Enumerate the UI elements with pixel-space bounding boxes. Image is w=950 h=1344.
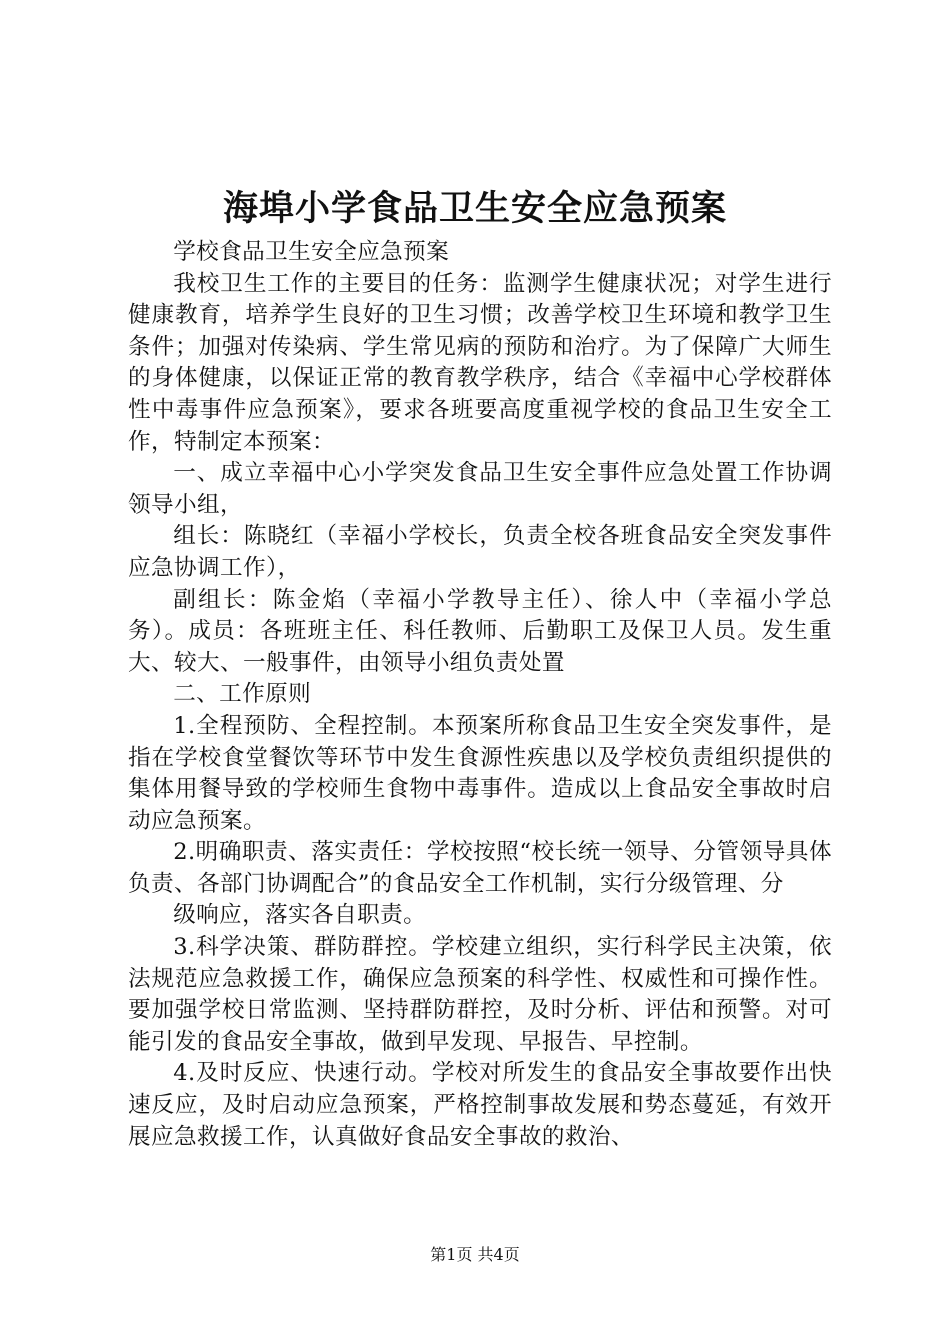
paragraph-principle-4: 4.及时反应、快速行动。学校对所发生的食品安全事故要作出快速反应，及时启动应急预案，严格控制事故发展和势态蔓延，有效开展应急救援工作，认真做好食品安全事故的救治、 xyxy=(128,1060,832,1150)
paragraph-subtitle: 学校食品卫生安全应急预案 xyxy=(173,239,450,265)
paragraph-deputy-leader: 副组长：陈金焰（幸福小学教导主任）、徐人中（幸福小学总务）。成员：各班班主任、科任教师、后勤职工及保卫人员。发生重大、较大、一般事件，由领导小组负责处置 xyxy=(128,586,832,676)
paragraph-principle-2: 2.明确职责、落实责任：学校按照“校长统一领导、分管领导具体负责、各部门协调配合”的食品安全工作机制，实行分级管理、分 xyxy=(128,839,832,897)
document-body xyxy=(128,237,832,1153)
paragraph-principle-3: 3.科学决策、群防群控。学校建立组织，实行科学民主决策，依法规范应急救援工作，确保应急预案的科学性、权威性和可操作性。要加强学校日常监测、坚持群防群控，及时分析、评估和预警。对可能引发的食品安全事故，做到早发现、早报告、早控制。 xyxy=(128,934,832,1055)
page-footer: 第1页 共4页 xyxy=(430,1245,520,1264)
paragraph-leader: 组长：陈晓红（幸福小学校长，负责全校各班食品安全突发事件应急协调工作）， xyxy=(128,523,832,581)
paragraph-purpose: 我校卫生工作的主要目的任务：监测学生健康状况；对学生进行健康教育，培养学生良好的卫生习惯；改善学校卫生环境和教学卫生条件；加强对传染病、学生常见病的预防和治疗。为了保障广大师生的身体健康，以保证正常的教育教学秩序，结合《幸福中心学校群体性中毒事件应急预案》，要求各班要高度重视学校的食品卫生安全工作，特制定本预案： xyxy=(128,270,832,455)
paragraph-section-2: 二、工作原则 xyxy=(173,681,312,708)
paragraph-section-1: 一、成立幸福中心小学突发食品卫生安全事件应急处置工作协调领导小组， xyxy=(128,460,832,518)
paragraph-principle-1: 1.全程预防、全程控制。本预案所称食品卫生安全突发事件，是指在学校食堂餐饮等环节中发生食源性疾患以及学校负责组织提供的集体用餐导致的学校师生食物中毒事件。造成以上食品安全事故时启动应急预案。 xyxy=(128,712,832,834)
paragraph-principle-2-cont: 级响应，落实各自职责。 xyxy=(173,902,427,929)
document-title: 海埠小学食品卫生安全应急预案 xyxy=(222,188,727,229)
